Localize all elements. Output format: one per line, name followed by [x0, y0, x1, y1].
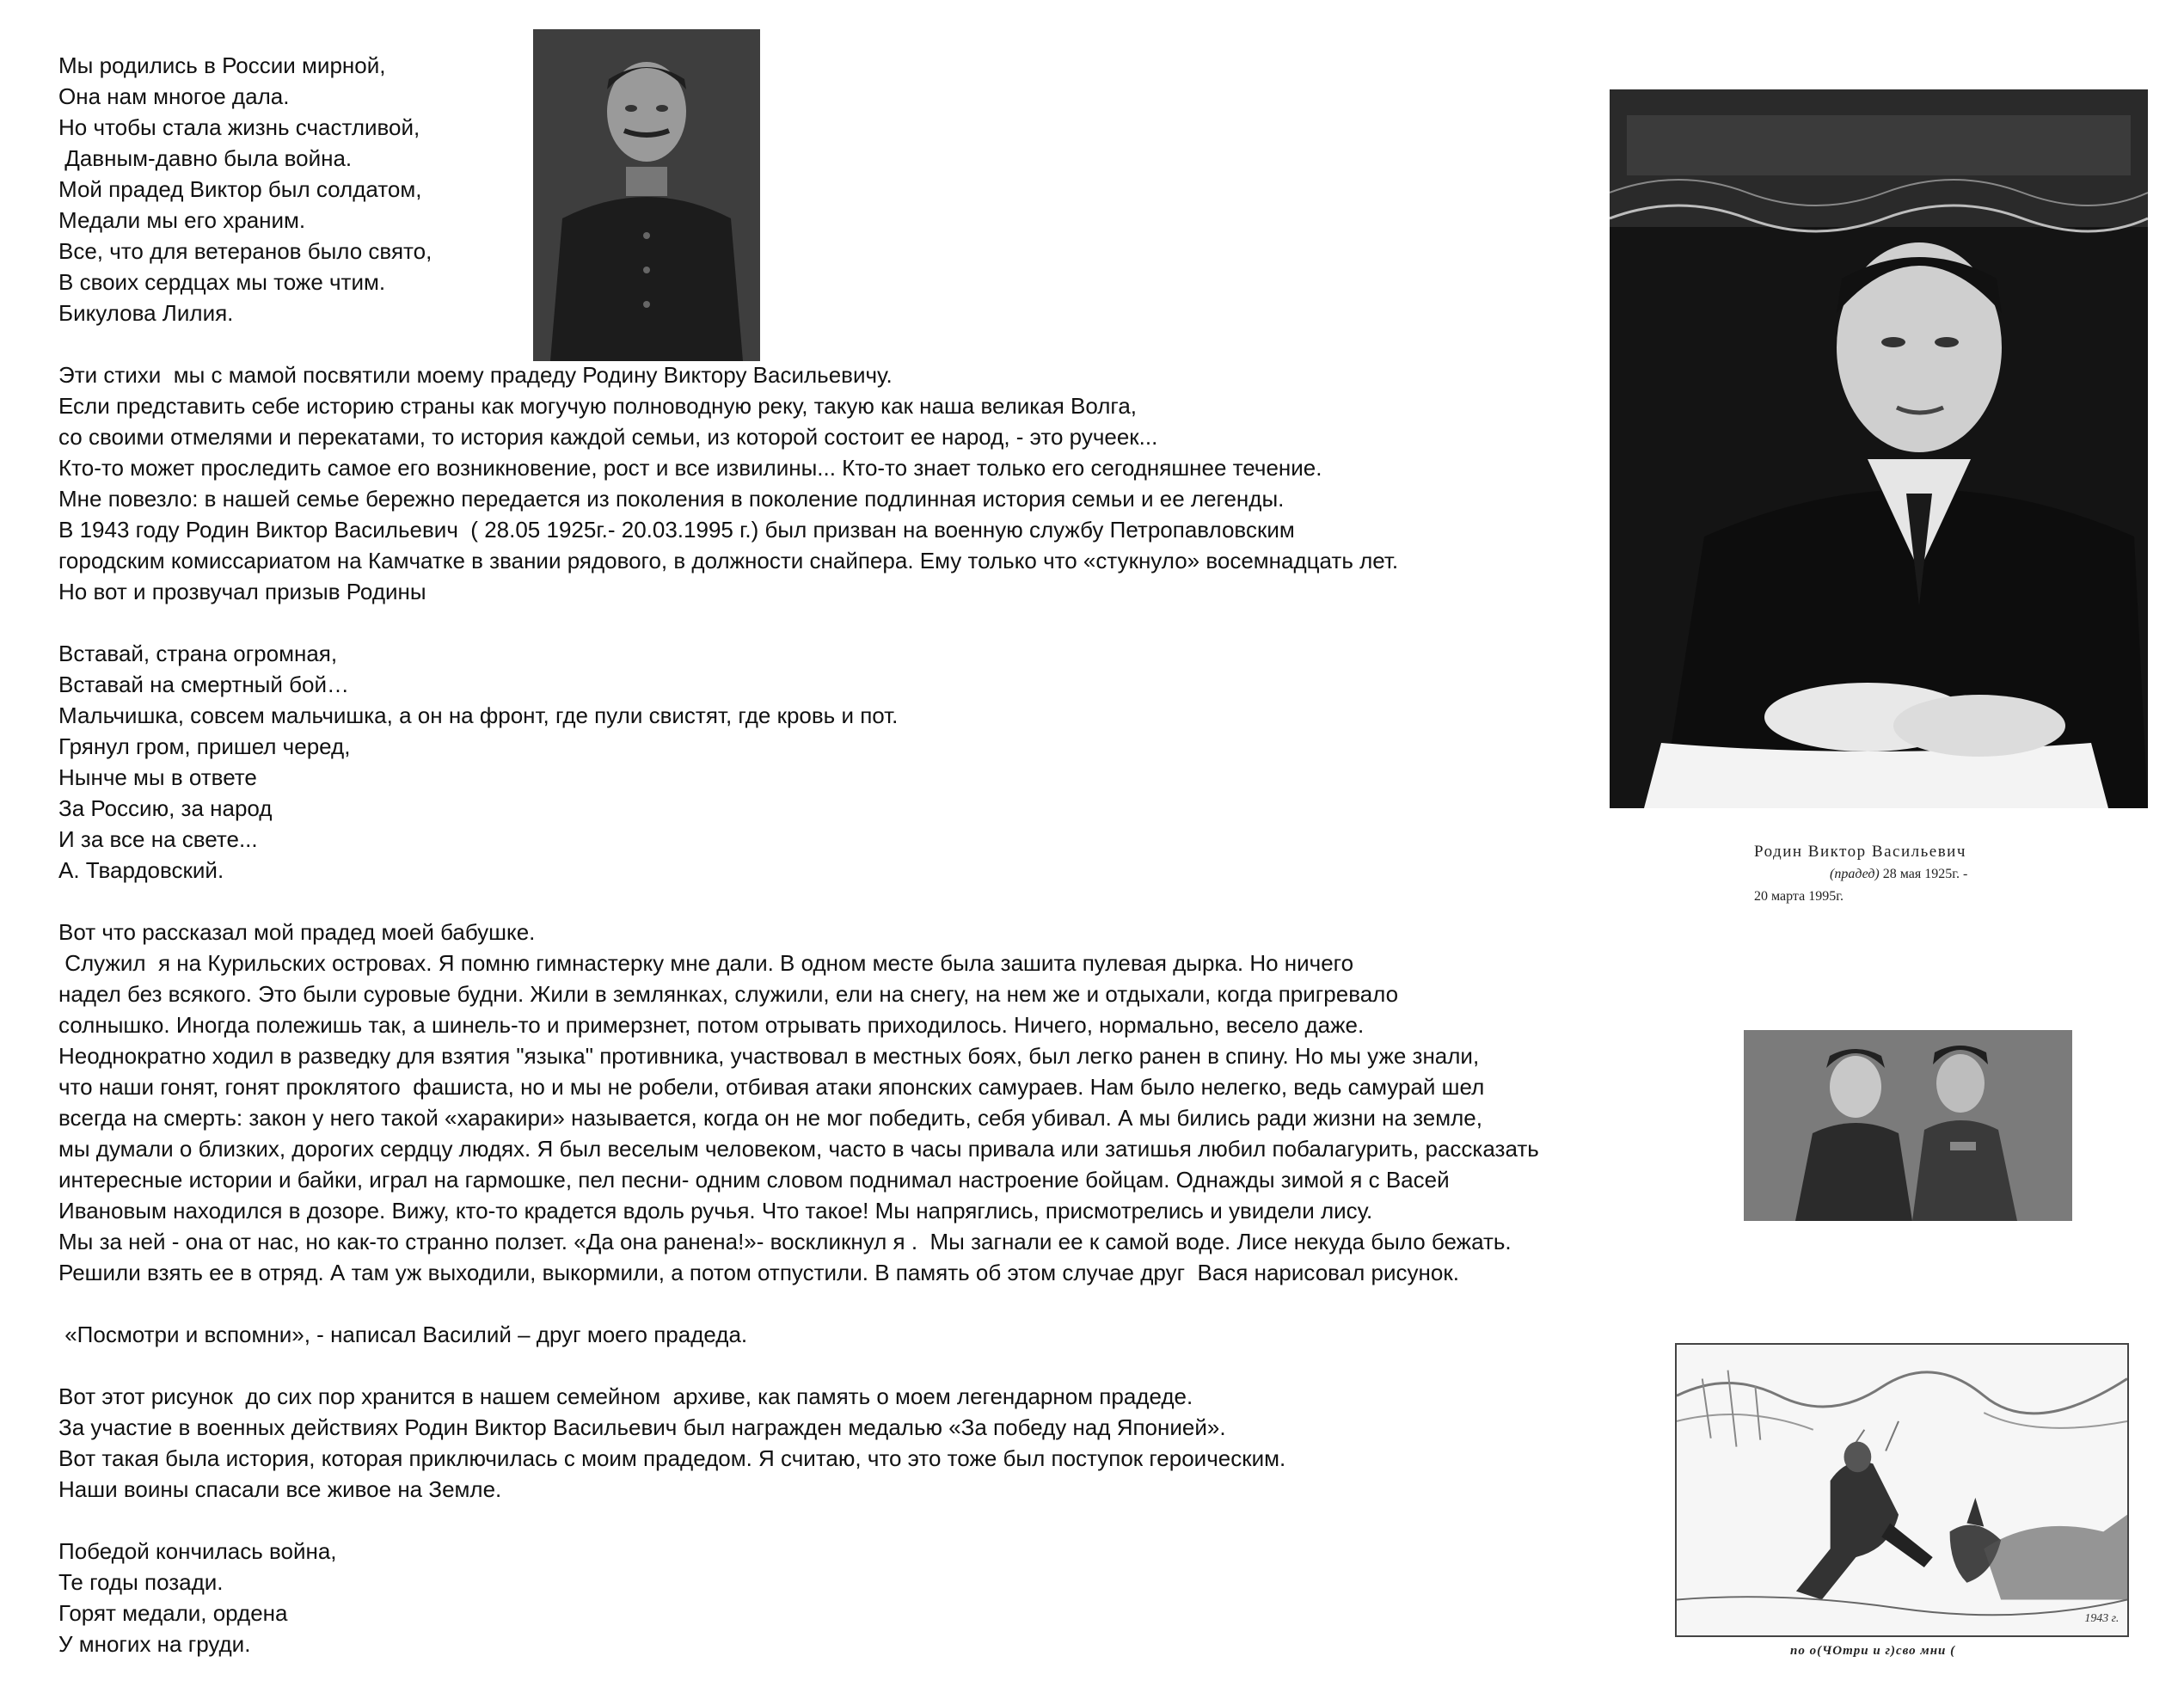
- text-line: Эти стихи мы с мамой посвятили моему прадеду Родину Виктору Васильевичу.: [58, 362, 893, 388]
- portrait-photo: [1610, 89, 2148, 808]
- poem-line: Грянул гром, пришел черед,: [58, 733, 351, 759]
- portrait-caption-date-end: 20 марта 1995г.: [1754, 889, 1844, 904]
- text-line: Решили взять ее в отряд. А там уж выходили, выкормили, а потом отпустили. В память об этом случае друг Вася нарисовал рисунок.: [58, 1260, 1459, 1285]
- poem-closing: [58, 1536, 1658, 1659]
- poem-line: Но чтобы стала жизнь счастливой,: [58, 114, 420, 140]
- text-line: городским комиссариатом на Камчатке в звании рядового, в должности снайпера. Ему только что «стукнуло» восемнадцать лет.: [58, 548, 1399, 573]
- young-soldier-photo: [533, 29, 760, 361]
- poem-author: Бикулова Лилия.: [58, 300, 234, 326]
- story-paragraph: [58, 917, 1658, 1288]
- text-line: Вот такая была история, которая приключилась с моим прадедом. Я считаю, что это тоже был поступок героическим.: [58, 1445, 1286, 1471]
- portrait-caption-name: Родин Виктор Васильевич: [1754, 843, 1966, 861]
- poem-line: И за все на свете...: [58, 826, 258, 852]
- text-line: Вот что рассказал мой прадед моей бабушке.: [58, 919, 536, 945]
- text-line: Мне повезло: в нашей семье бережно передается из поколения в поколение подлинная история семьи и ее легенды.: [58, 486, 1285, 512]
- text-line: В 1943 году Родин Виктор Васильевич ( 28.05 1925г.- 20.03.1995 г.) был призван на военную службу Петропавловским: [58, 517, 1295, 543]
- drawing-signature: 1943 г.: [2084, 1611, 2120, 1625]
- text-line: со своими отмелями и перекатами, то история каждой семьи, из которой состоит ее народ, - это ручеек...: [58, 424, 1158, 450]
- poem-line: Мы родились в России мирной,: [58, 52, 386, 78]
- text-line: Кто-то может проследить самое его возникновение, рост и все извилины... Кто-то знает только его сегодняшнее течение.: [58, 455, 1322, 481]
- text-line: что наши гонят, гонят проклятого фашиста, но и мы не робели, отбивая атаки японских самураев. Нам было нелегко, ведь самурай шел: [58, 1074, 1485, 1100]
- text-line: надел без всякого. Это были суровые будни. Жили в землянках, служили, ели на снегу, на нем же и отдыхали, когда пригревало: [58, 981, 1399, 1007]
- text-line: Наши воины спасали все живое на Земле.: [58, 1476, 502, 1502]
- poem-line: Горят медали, ордена: [58, 1600, 288, 1626]
- drawing-caption: по о(ЧОтри и г)сво мни (: [1790, 1644, 1956, 1658]
- text-line: интересные истории и байки, играл на гармошке, пел песни- одним словом поднимал настроение бойцам. Однажды зимой я с Васей: [58, 1167, 1450, 1193]
- poem-line: За Россию, за народ: [58, 795, 273, 821]
- text-line: Вот этот рисунок до сих пор хранится в нашем семейном архиве, как память о моем легендарном прадеде.: [58, 1383, 1193, 1409]
- text-line: Мы за ней - она от нас, но как-то странно ползет. «Да она ранена!»- воскликнул я . Мы загнали ее к самой воде. Лисе некуда было бежать.: [58, 1229, 1512, 1254]
- fox-drawing: [1675, 1343, 2129, 1637]
- text-line: Но вот и прозвучал призыв Родины: [58, 579, 426, 604]
- poem-line: Мой прадед Виктор был солдатом,: [58, 176, 422, 202]
- poem-author: А. Твардовский.: [58, 857, 224, 883]
- poem-line: Медали мы его храним.: [58, 207, 306, 233]
- poem-opening: [58, 50, 1658, 328]
- poem-line: Те годы позади.: [58, 1569, 224, 1595]
- text-line: Неоднократно ходил в разведку для взятия "языка" противника, участвовал в местных боях, был легко ранен в спину. Но мы уже знали,: [58, 1043, 1480, 1069]
- drawing-quote: «Посмотри и вспомни», - написал Василий – друг моего прадеда.: [58, 1322, 748, 1347]
- text-line: Ивановым находился в дозоре. Вижу, кто-то крадется вдоль ручья. Что такое! Мы напряглись, присмотрелись и увидели лису.: [58, 1198, 1373, 1224]
- text-line: всегда на смерть: закон у него такой «харакири» называется, когда он не мог победить, себя убивал. А мы бились ради жизни на земле,: [58, 1105, 1482, 1131]
- text-line: За участие в военных действиях Родин Виктор Васильевич был награжден медалью «За победу над Японией».: [58, 1414, 1226, 1440]
- poem-tvardovsky: [58, 638, 1658, 886]
- poem-line: Она нам многое дала.: [58, 83, 290, 109]
- poem-line: Давным-давно была война.: [58, 145, 353, 171]
- two-soldiers-photo: [1744, 1030, 2072, 1221]
- portrait-caption-date-start: 28 мая 1925г. -: [1879, 867, 1968, 881]
- poem-line: Все, что для ветеранов было свято,: [58, 238, 433, 264]
- poem-line: Победой кончилась война,: [58, 1538, 337, 1564]
- poem-line: Вставай на смертный бой…: [58, 672, 349, 697]
- text-line: мы думали о близких, дорогих сердцу людях. Я был веселым человеком, часто в часы привала или затишья любил побалагурить, рассказать: [58, 1136, 1539, 1162]
- poem-line: Вставай, страна огромная,: [58, 641, 338, 666]
- ending-paragraph: [58, 1381, 1658, 1505]
- text-line: солнышко. Иногда полежишь так, а шинель-то и примерзнет, потом отрывать приходилось. Ничего, нормально, весело даже.: [58, 1012, 1365, 1038]
- poem-line: У многих на груди.: [58, 1631, 251, 1657]
- article-text: [58, 50, 1658, 1659]
- portrait-caption-dates: [1830, 867, 1967, 882]
- text-line: Служил я на Курильских островах. Я помню гимнастерку мне дали. В одном месте была зашита пулевая дырка. Но ничего: [58, 950, 1354, 976]
- portrait-caption-relation: (прадед): [1830, 867, 1880, 881]
- poem-line: Мальчишка, совсем мальчишка, а он на фронт, где пули свистят, где кровь и пот.: [58, 702, 899, 728]
- text-line: Если представить себе историю страны как могучую полноводную реку, такую как наша великая Волга,: [58, 393, 1138, 419]
- poem-line: Нынче мы в ответе: [58, 764, 257, 790]
- intro-paragraph: [58, 359, 1658, 607]
- poem-line: В своих сердцах мы тоже чтим.: [58, 269, 386, 295]
